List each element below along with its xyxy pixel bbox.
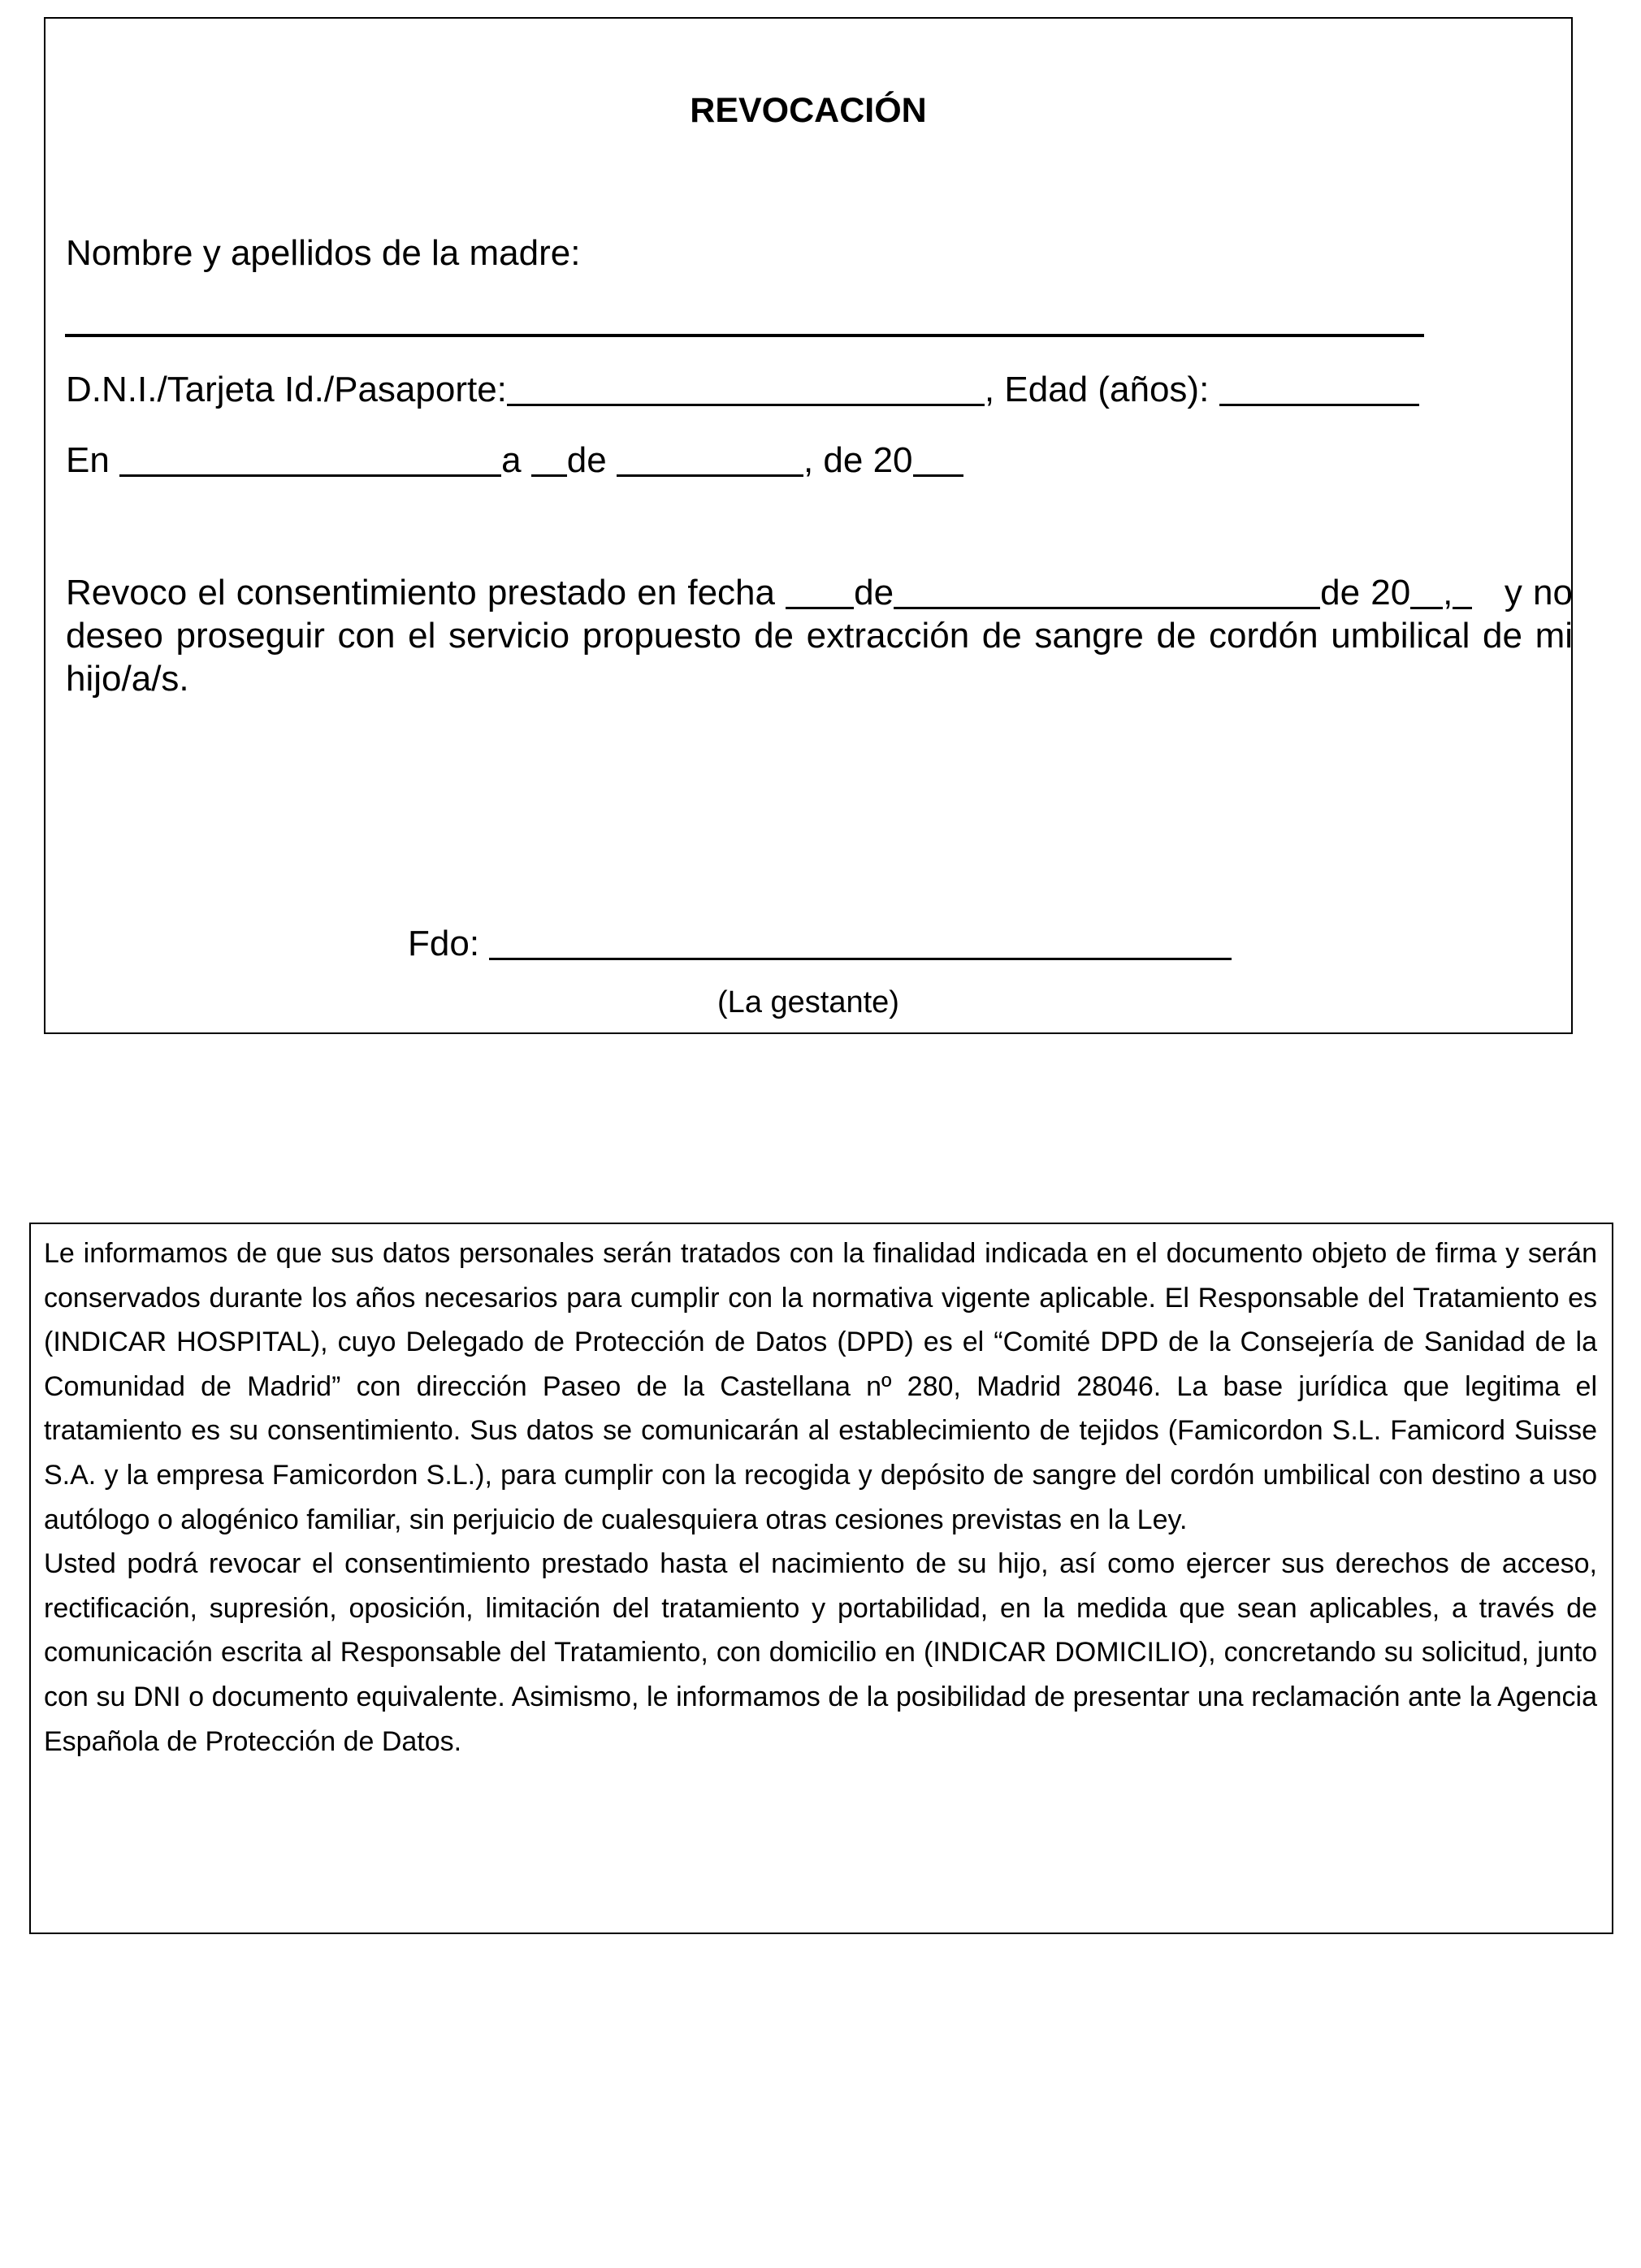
day-field[interactable] [531,445,567,477]
revoke-text-comma: , [1443,573,1453,612]
revocation-statement [66,571,1573,700]
signature-row [408,922,1232,966]
revoke-text-de: de [854,573,894,612]
id-age-row [66,368,1419,412]
year-field[interactable] [913,445,963,477]
consent-year-field-end[interactable] [1453,578,1472,609]
signature-label: Fdo: [408,924,480,963]
revoke-text-year: de 20 [1320,573,1411,612]
revoke-text-end: y no deseo proseguir con el servicio propuesto de extracción de sangre de cordón umbilical de mi hijo/a/s. [66,573,1573,699]
year-prefix: , de 20 [803,440,913,480]
month-prefix: de [566,440,607,480]
privacy-text [44,1231,1597,1764]
mother-name-label: Nombre y apellidos de la madre: [66,233,581,273]
signature-field[interactable] [489,928,1232,960]
signature-caption: (La gestante) [717,985,899,1019]
place-field[interactable] [119,445,501,477]
age-field[interactable] [1219,374,1419,406]
privacy-paragraph: Le informamos de que sus datos personales serán tratados con la finalidad indicada en el documento objeto de firma y serán conservados durante los años necesarios para cumplir con la normativa vigente aplicable. El Responsable del Tratamiento es (INDICAR HOSPITAL), cuyo Delegado de Protección de Datos (DPD) es el “Comité DPD de la Consejería de Sanidad de la Comunidad de Madrid” con dirección Paseo de la Castellana nº 280, Madrid 28046. La base jurídica que legitima el tratamiento es su consentimiento. Sus datos se comunicarán al establecimiento de tejidos (Famicordon S.L. Famicord Suisse S.A. y la empresa Famicordon S.L.), para cumplir con la recogida y depósito de sangre del cordón umbilical con destino a uso autólogo o alogénico familiar, sin perjuicio de cualesquiera otras cesiones previstas en la Ley. [44,1238,1597,1535]
consent-day-field[interactable] [786,578,854,609]
revocation-form [44,17,1573,1034]
id-number-field[interactable] [507,374,985,406]
id-label: D.N.I./Tarjeta Id./Pasaporte: [66,370,507,409]
age-label: , Edad (años): [984,370,1210,409]
mother-name-field[interactable] [65,334,1424,337]
form-title: REVOCACIÓN [690,91,927,130]
consent-year-field[interactable] [1410,578,1443,609]
consent-month-field[interactable] [894,578,1320,609]
privacy-notice [29,1223,1613,1934]
privacy-paragraph: Usted podrá revocar el consentimiento prestado hasta el nacimiento de su hijo, así como ejercer sus derechos de acceso, rectificación, supresión, oposición, limitación del tratamiento y portabilidad, en la medida que sean aplicables, a través de comunicación escrita al Responsable del Tratamiento, con domicilio en (INDICAR DOMICILIO), concretando su solicitud, junto con su DNI o documento equivalente. Asimismo, le informamos de la posibilidad de presentar una reclamación ante la Agencia Española de Protección de Datos. [44,1548,1597,1757]
month-field[interactable] [617,445,803,477]
place-prefix: En [66,440,110,480]
place-date-row [66,439,963,483]
day-prefix: a [501,440,522,480]
revoke-text-start: Revoco el consentimiento prestado en fecha [66,573,775,612]
